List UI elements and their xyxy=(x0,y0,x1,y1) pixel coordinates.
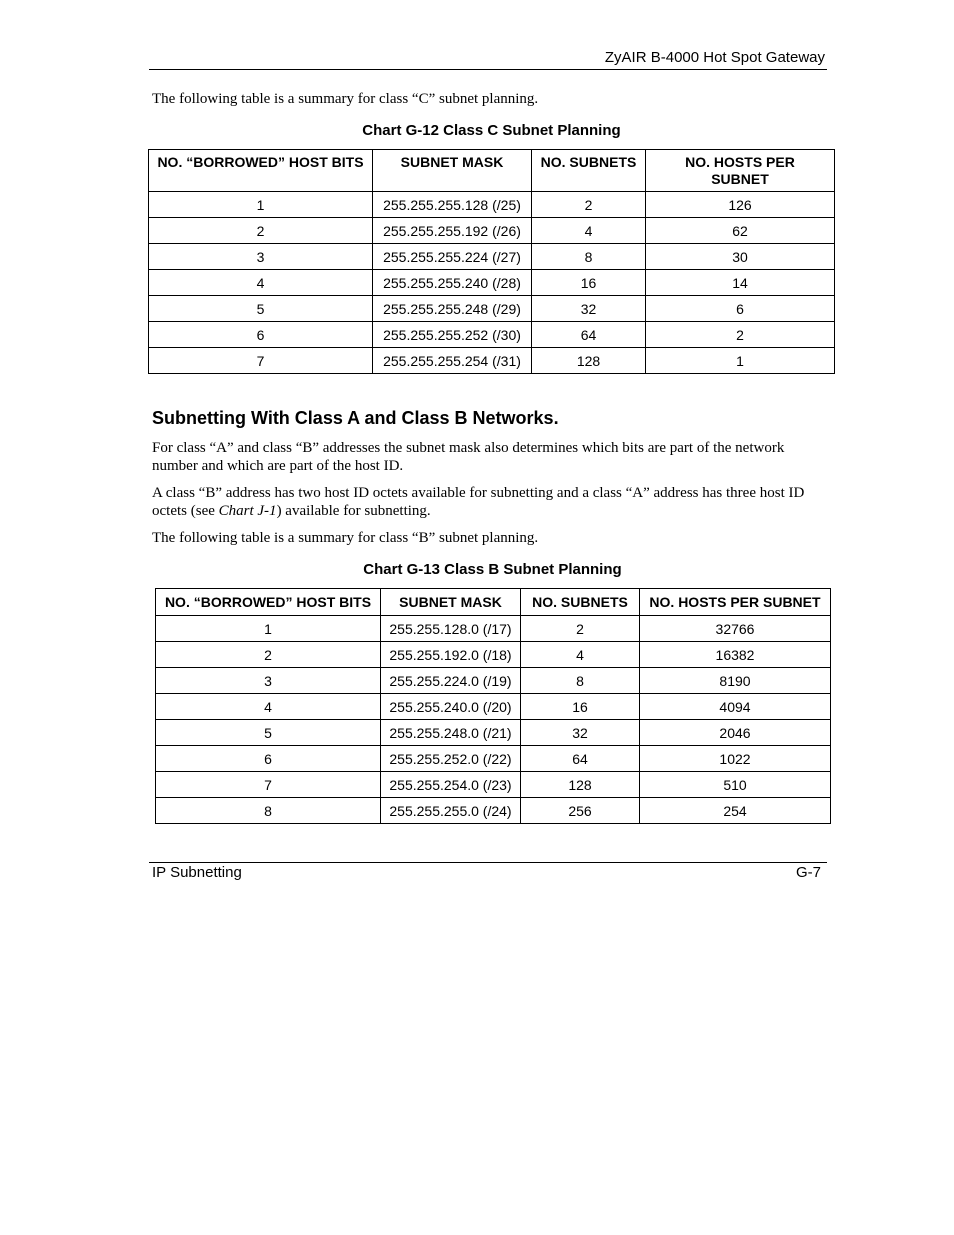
table-row xyxy=(149,296,835,322)
cell-subnets: 8 xyxy=(521,668,640,694)
class-c-subnet-table xyxy=(148,149,835,374)
header-rule xyxy=(149,69,827,70)
cell-hosts-per-subnet: 6 xyxy=(646,296,835,322)
cell-hosts-per-subnet: 2046 xyxy=(640,720,831,746)
cell-subnet-mask: 255.255.255.240 (/28) xyxy=(373,270,532,296)
table-row xyxy=(156,642,831,668)
cell-subnets: 8 xyxy=(532,244,646,270)
cell-borrowed-bits: 3 xyxy=(149,244,373,270)
cell-subnet-mask: 255.255.224.0 (/19) xyxy=(381,668,521,694)
class-b-table-body xyxy=(156,616,831,824)
cell-subnet-mask: 255.255.255.248 (/29) xyxy=(373,296,532,322)
table-row xyxy=(156,720,831,746)
header-hosts-per-subnet: NO. HOSTS PER SUBNET xyxy=(640,589,831,616)
chart-g13-caption: Chart G-13 Class B Subnet Planning xyxy=(363,561,622,578)
header-subnet-mask: SUBNET MASK xyxy=(373,150,532,192)
header-subnets: NO. SUBNETS xyxy=(532,150,646,192)
cell-borrowed-bits: 8 xyxy=(156,798,381,824)
header-borrowed-bits: NO. “BORROWED” HOST BITS xyxy=(149,150,373,192)
cell-hosts-per-subnet: 14 xyxy=(646,270,835,296)
section-heading: Subnetting With Class A and Class B Networks. xyxy=(152,408,559,428)
header-subnet-mask: SUBNET MASK xyxy=(381,589,521,616)
header-hosts-per-subnet: NO. HOSTS PER SUBNET xyxy=(646,150,835,192)
cell-hosts-per-subnet: 8190 xyxy=(640,668,831,694)
cell-subnets: 64 xyxy=(521,746,640,772)
cell-subnets: 4 xyxy=(521,642,640,668)
cell-hosts-per-subnet: 2 xyxy=(646,322,835,348)
cell-borrowed-bits: 7 xyxy=(149,348,373,374)
cell-borrowed-bits: 2 xyxy=(156,642,381,668)
cell-borrowed-bits: 3 xyxy=(156,668,381,694)
cell-subnets: 2 xyxy=(532,192,646,218)
table-row xyxy=(149,322,835,348)
chart-g12-caption: Chart G-12 Class C Subnet Planning xyxy=(362,122,621,139)
cell-subnet-mask: 255.255.240.0 (/20) xyxy=(381,694,521,720)
cell-subnets: 32 xyxy=(521,720,640,746)
class-c-table-body xyxy=(149,192,835,374)
cell-subnet-mask: 255.255.248.0 (/21) xyxy=(381,720,521,746)
table-row xyxy=(156,616,831,642)
cell-subnets: 16 xyxy=(532,270,646,296)
cell-hosts-per-subnet: 126 xyxy=(646,192,835,218)
cell-borrowed-bits: 5 xyxy=(149,296,373,322)
cell-borrowed-bits: 1 xyxy=(156,616,381,642)
section-paragraph-3: The following table is a summary for class “B” subnet planning. xyxy=(152,530,539,546)
table-row xyxy=(149,348,835,374)
para2-text-after: ) available for subnetting. xyxy=(276,503,431,519)
header-subnets: NO. SUBNETS xyxy=(521,589,640,616)
cell-borrowed-bits: 4 xyxy=(149,270,373,296)
cell-subnets: 4 xyxy=(532,218,646,244)
page-number: G-7 xyxy=(795,864,821,881)
cell-hosts-per-subnet: 30 xyxy=(646,244,835,270)
cell-subnet-mask: 255.255.252.0 (/22) xyxy=(381,746,521,772)
cell-subnets: 64 xyxy=(532,322,646,348)
table-row xyxy=(149,218,835,244)
cell-subnets: 128 xyxy=(521,772,640,798)
cell-subnet-mask: 255.255.255.252 (/30) xyxy=(373,322,532,348)
page-header-title: ZyAIR B-4000 Hot Spot Gateway xyxy=(604,49,825,66)
cell-borrowed-bits: 6 xyxy=(156,746,381,772)
cell-subnet-mask: 255.255.192.0 (/18) xyxy=(381,642,521,668)
class-b-subnet-table xyxy=(155,588,831,824)
table-row xyxy=(156,668,831,694)
class-c-intro: The following table is a summary for class “C” subnet planning. xyxy=(152,91,539,107)
cell-subnet-mask: 255.255.255.0 (/24) xyxy=(381,798,521,824)
cell-borrowed-bits: 1 xyxy=(149,192,373,218)
footer-rule xyxy=(149,862,827,863)
table-row xyxy=(156,746,831,772)
section-paragraph-1: For class “A” and class “B” addresses the subnet mask also determines which bits are part of the network number and which are part of the host ID. xyxy=(152,440,785,474)
table-row xyxy=(149,270,835,296)
section-paragraph-2 xyxy=(152,484,822,520)
cell-subnet-mask: 255.255.128.0 (/17) xyxy=(381,616,521,642)
cell-subnet-mask: 255.255.254.0 (/23) xyxy=(381,772,521,798)
cell-subnet-mask: 255.255.255.192 (/26) xyxy=(373,218,532,244)
cell-hosts-per-subnet: 16382 xyxy=(640,642,831,668)
header-borrowed-bits: NO. “BORROWED” HOST BITS xyxy=(156,589,381,616)
cell-hosts-per-subnet: 1 xyxy=(646,348,835,374)
cell-subnets: 16 xyxy=(521,694,640,720)
table-row xyxy=(156,694,831,720)
cell-subnets: 128 xyxy=(532,348,646,374)
cell-borrowed-bits: 6 xyxy=(149,322,373,348)
cell-hosts-per-subnet: 1022 xyxy=(640,746,831,772)
cell-subnet-mask: 255.255.255.254 (/31) xyxy=(373,348,532,374)
cell-hosts-per-subnet: 32766 xyxy=(640,616,831,642)
footer-section-title: IP Subnetting xyxy=(152,864,242,881)
cell-subnets: 2 xyxy=(521,616,640,642)
cell-hosts-per-subnet: 254 xyxy=(640,798,831,824)
cell-hosts-per-subnet: 62 xyxy=(646,218,835,244)
table-header-row xyxy=(149,150,835,192)
table-row xyxy=(149,192,835,218)
table-row xyxy=(156,798,831,824)
cell-subnet-mask: 255.255.255.224 (/27) xyxy=(373,244,532,270)
chart-reference: Chart J-1 xyxy=(218,503,277,519)
cell-subnets: 32 xyxy=(532,296,646,322)
cell-borrowed-bits: 4 xyxy=(156,694,381,720)
para2-text-before: A class “B” address has two host ID octets available for subnetting and a class “A” address has three host ID octets (see xyxy=(152,485,805,519)
table-header-row xyxy=(156,589,831,616)
cell-borrowed-bits: 5 xyxy=(156,720,381,746)
cell-subnet-mask: 255.255.255.128 (/25) xyxy=(373,192,532,218)
table-row xyxy=(149,244,835,270)
cell-borrowed-bits: 7 xyxy=(156,772,381,798)
table-row xyxy=(156,772,831,798)
cell-hosts-per-subnet: 4094 xyxy=(640,694,831,720)
cell-subnets: 256 xyxy=(521,798,640,824)
cell-hosts-per-subnet: 510 xyxy=(640,772,831,798)
cell-borrowed-bits: 2 xyxy=(149,218,373,244)
